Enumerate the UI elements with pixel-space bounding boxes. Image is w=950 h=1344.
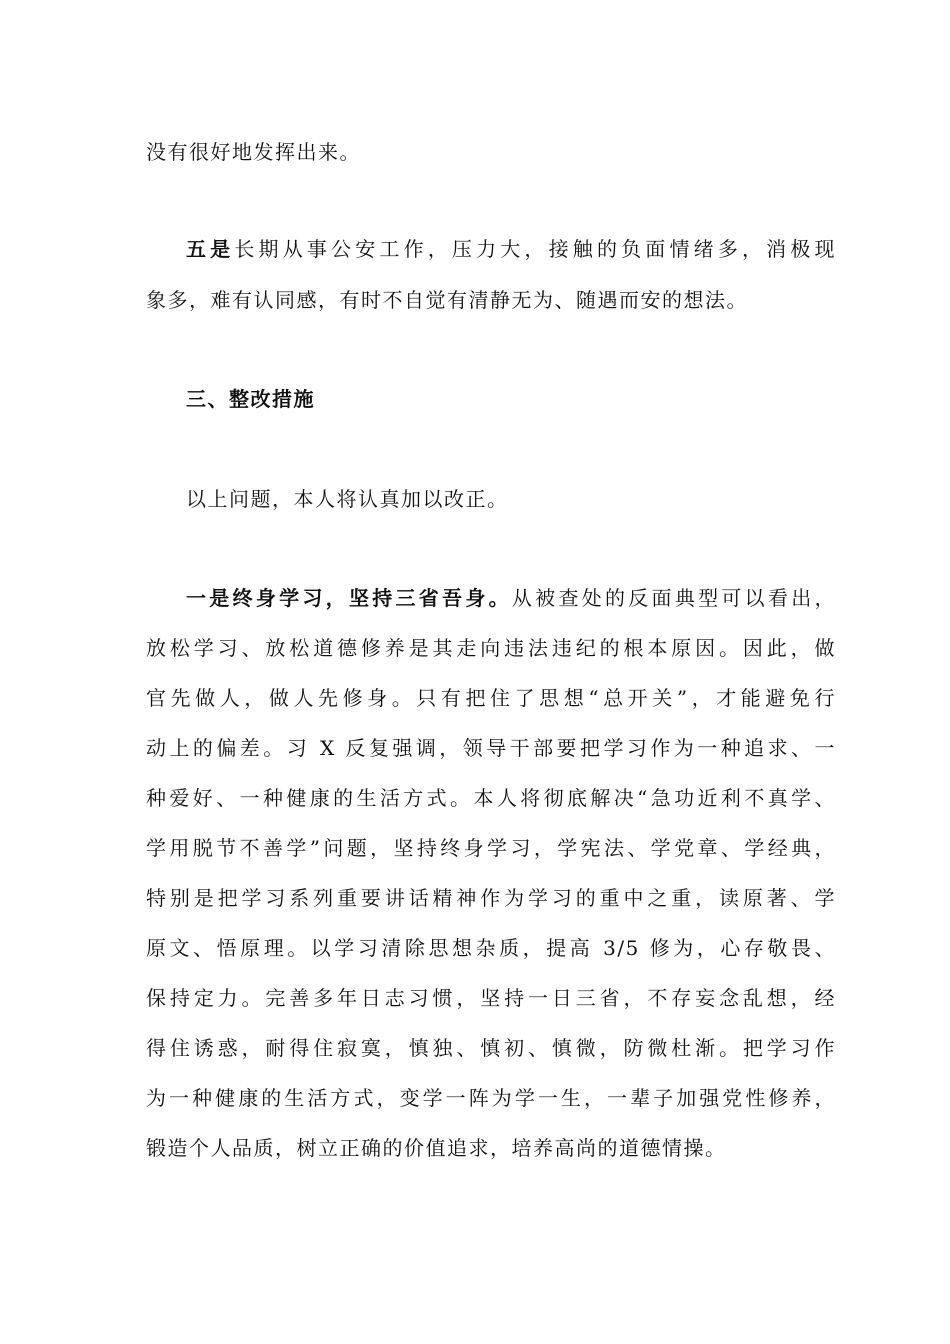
point-one-lead: 一是终身学习，坚持三省吾身。 [186,586,512,610]
point-one-line: 放松学习、放松道德修养是其走向违法违纪的根本原因。因此，做 [146,636,836,660]
point-one-line: 动上的偏差。习 X 反复强调，领导干部要把学习作为一种追求、一 [146,736,836,760]
point-one-text: 从被查处的反面典型可以看出， [511,586,837,610]
point-five-line-2: 象多，难有认同感，有时不自觉有清静无为、随遇而安的想法。 [146,288,748,312]
point-one-line: 保持定力。完善多年日志习惯，坚持一日三省，不存妄念乱想，经 [146,986,836,1010]
point-five-text: 长期从事公安工作，压力大，接触的负面情绪多，消极现 [234,237,837,261]
section-heading: 三、整改措施 [186,387,315,411]
point-one-line: 原文、悟原理。以学习清除思想杂质，提高 3/5 修为，心存敬畏、 [146,936,836,960]
point-one-line: 得住诱惑，耐得住寂寞，慎独、慎初、慎微，防微杜渐。把学习作 [146,1036,836,1060]
point-one-line: 种爱好、一种健康的生活方式。本人将彻底解决“急功近利不真学、 [146,786,836,810]
continuation-line: 没有很好地发挥出来。 [146,140,361,164]
point-one-line: 特别是把学习系列重要讲话精神作为学习的重中之重，读原著、学 [146,886,836,910]
point-one-line: 学用脱节不善学”问题，坚持终身学习，学宪法、学党章、学经典， [146,836,836,860]
intro-paragraph: 以上问题，本人将认真加以改正。 [186,487,509,511]
point-one-last-line: 锻造个人品质，树立正确的价值追求，培养高尚的道德情操。 [146,1136,727,1160]
point-five-line-1 [186,234,836,264]
point-five-lead: 五是 [186,237,235,261]
point-one-line-1 [186,583,836,613]
point-one-line: 为一种健康的生活方式，变学一阵为学一生，一辈子加强党性修养， [146,1086,836,1110]
point-one-line: 官先做人，做人先修身。只有把住了思想“总开关”，才能避免行 [146,686,836,710]
